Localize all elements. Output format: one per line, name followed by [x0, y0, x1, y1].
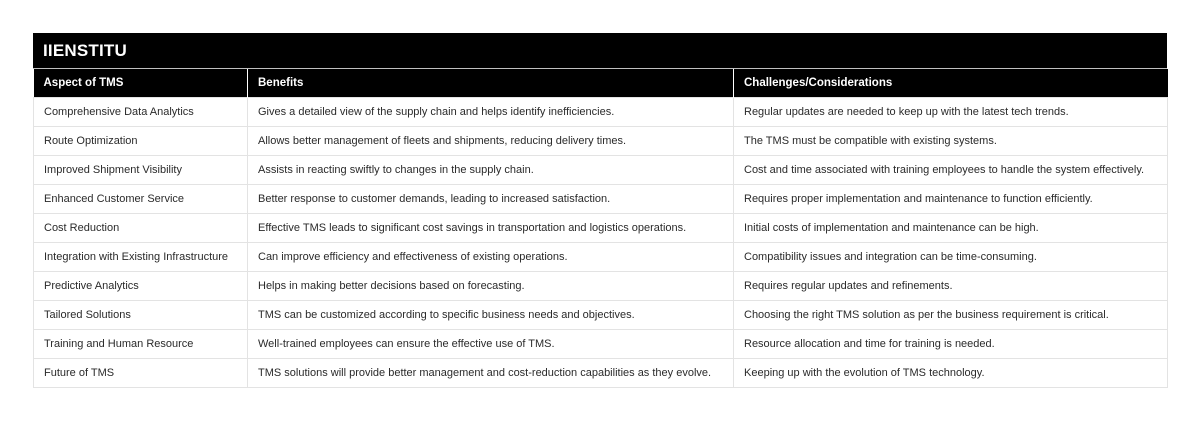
cell-challenge: Choosing the right TMS solution as per the business requirement is critical. [734, 300, 1168, 329]
table-row [34, 126, 1168, 155]
cell-challenge: Compatibility issues and integration can be time-consuming. [734, 242, 1168, 271]
table-row [34, 242, 1168, 271]
table-row [34, 184, 1168, 213]
cell-challenge: Keeping up with the evolution of TMS technology. [734, 358, 1168, 387]
table-row [34, 155, 1168, 184]
column-header-challenges: Challenges/Considerations [734, 69, 1168, 97]
table-row [34, 213, 1168, 242]
column-header-benefits: Benefits [248, 69, 734, 97]
brand-title: IIENSTITU [33, 33, 1167, 69]
cell-benefit: Can improve efficiency and effectiveness of existing operations. [248, 242, 734, 271]
cell-benefit: TMS can be customized according to specific business needs and objectives. [248, 300, 734, 329]
cell-challenge: Requires regular updates and refinements. [734, 271, 1168, 300]
cell-benefit: TMS solutions will provide better management and cost-reduction capabilities as they evolve. [248, 358, 734, 387]
cell-benefit: Well-trained employees can ensure the effective use of TMS. [248, 329, 734, 358]
cell-challenge: The TMS must be compatible with existing systems. [734, 126, 1168, 155]
cell-aspect: Improved Shipment Visibility [34, 155, 248, 184]
cell-aspect: Enhanced Customer Service [34, 184, 248, 213]
cell-benefit: Helps in making better decisions based on forecasting. [248, 271, 734, 300]
cell-challenge: Cost and time associated with training employees to handle the system effectively. [734, 155, 1168, 184]
table-row [34, 271, 1168, 300]
cell-challenge: Requires proper implementation and maintenance to function efficiently. [734, 184, 1168, 213]
cell-aspect: Comprehensive Data Analytics [34, 97, 248, 126]
column-header-aspect: Aspect of TMS [34, 69, 248, 97]
tms-table-container [33, 33, 1167, 388]
cell-aspect: Cost Reduction [34, 213, 248, 242]
tms-table [33, 69, 1168, 388]
table-header-row [34, 69, 1168, 97]
table-row [34, 329, 1168, 358]
cell-aspect: Route Optimization [34, 126, 248, 155]
cell-aspect: Tailored Solutions [34, 300, 248, 329]
cell-aspect: Training and Human Resource [34, 329, 248, 358]
cell-benefit: Better response to customer demands, leading to increased satisfaction. [248, 184, 734, 213]
cell-benefit: Assists in reacting swiftly to changes in the supply chain. [248, 155, 734, 184]
table-row [34, 300, 1168, 329]
cell-aspect: Predictive Analytics [34, 271, 248, 300]
table-row [34, 97, 1168, 126]
cell-challenge: Initial costs of implementation and maintenance can be high. [734, 213, 1168, 242]
cell-challenge: Resource allocation and time for training is needed. [734, 329, 1168, 358]
cell-benefit: Effective TMS leads to significant cost savings in transportation and logistics operations. [248, 213, 734, 242]
cell-benefit: Gives a detailed view of the supply chain and helps identify inefficiencies. [248, 97, 734, 126]
table-row [34, 358, 1168, 387]
cell-aspect: Future of TMS [34, 358, 248, 387]
cell-benefit: Allows better management of fleets and shipments, reducing delivery times. [248, 126, 734, 155]
cell-aspect: Integration with Existing Infrastructure [34, 242, 248, 271]
cell-challenge: Regular updates are needed to keep up with the latest tech trends. [734, 97, 1168, 126]
